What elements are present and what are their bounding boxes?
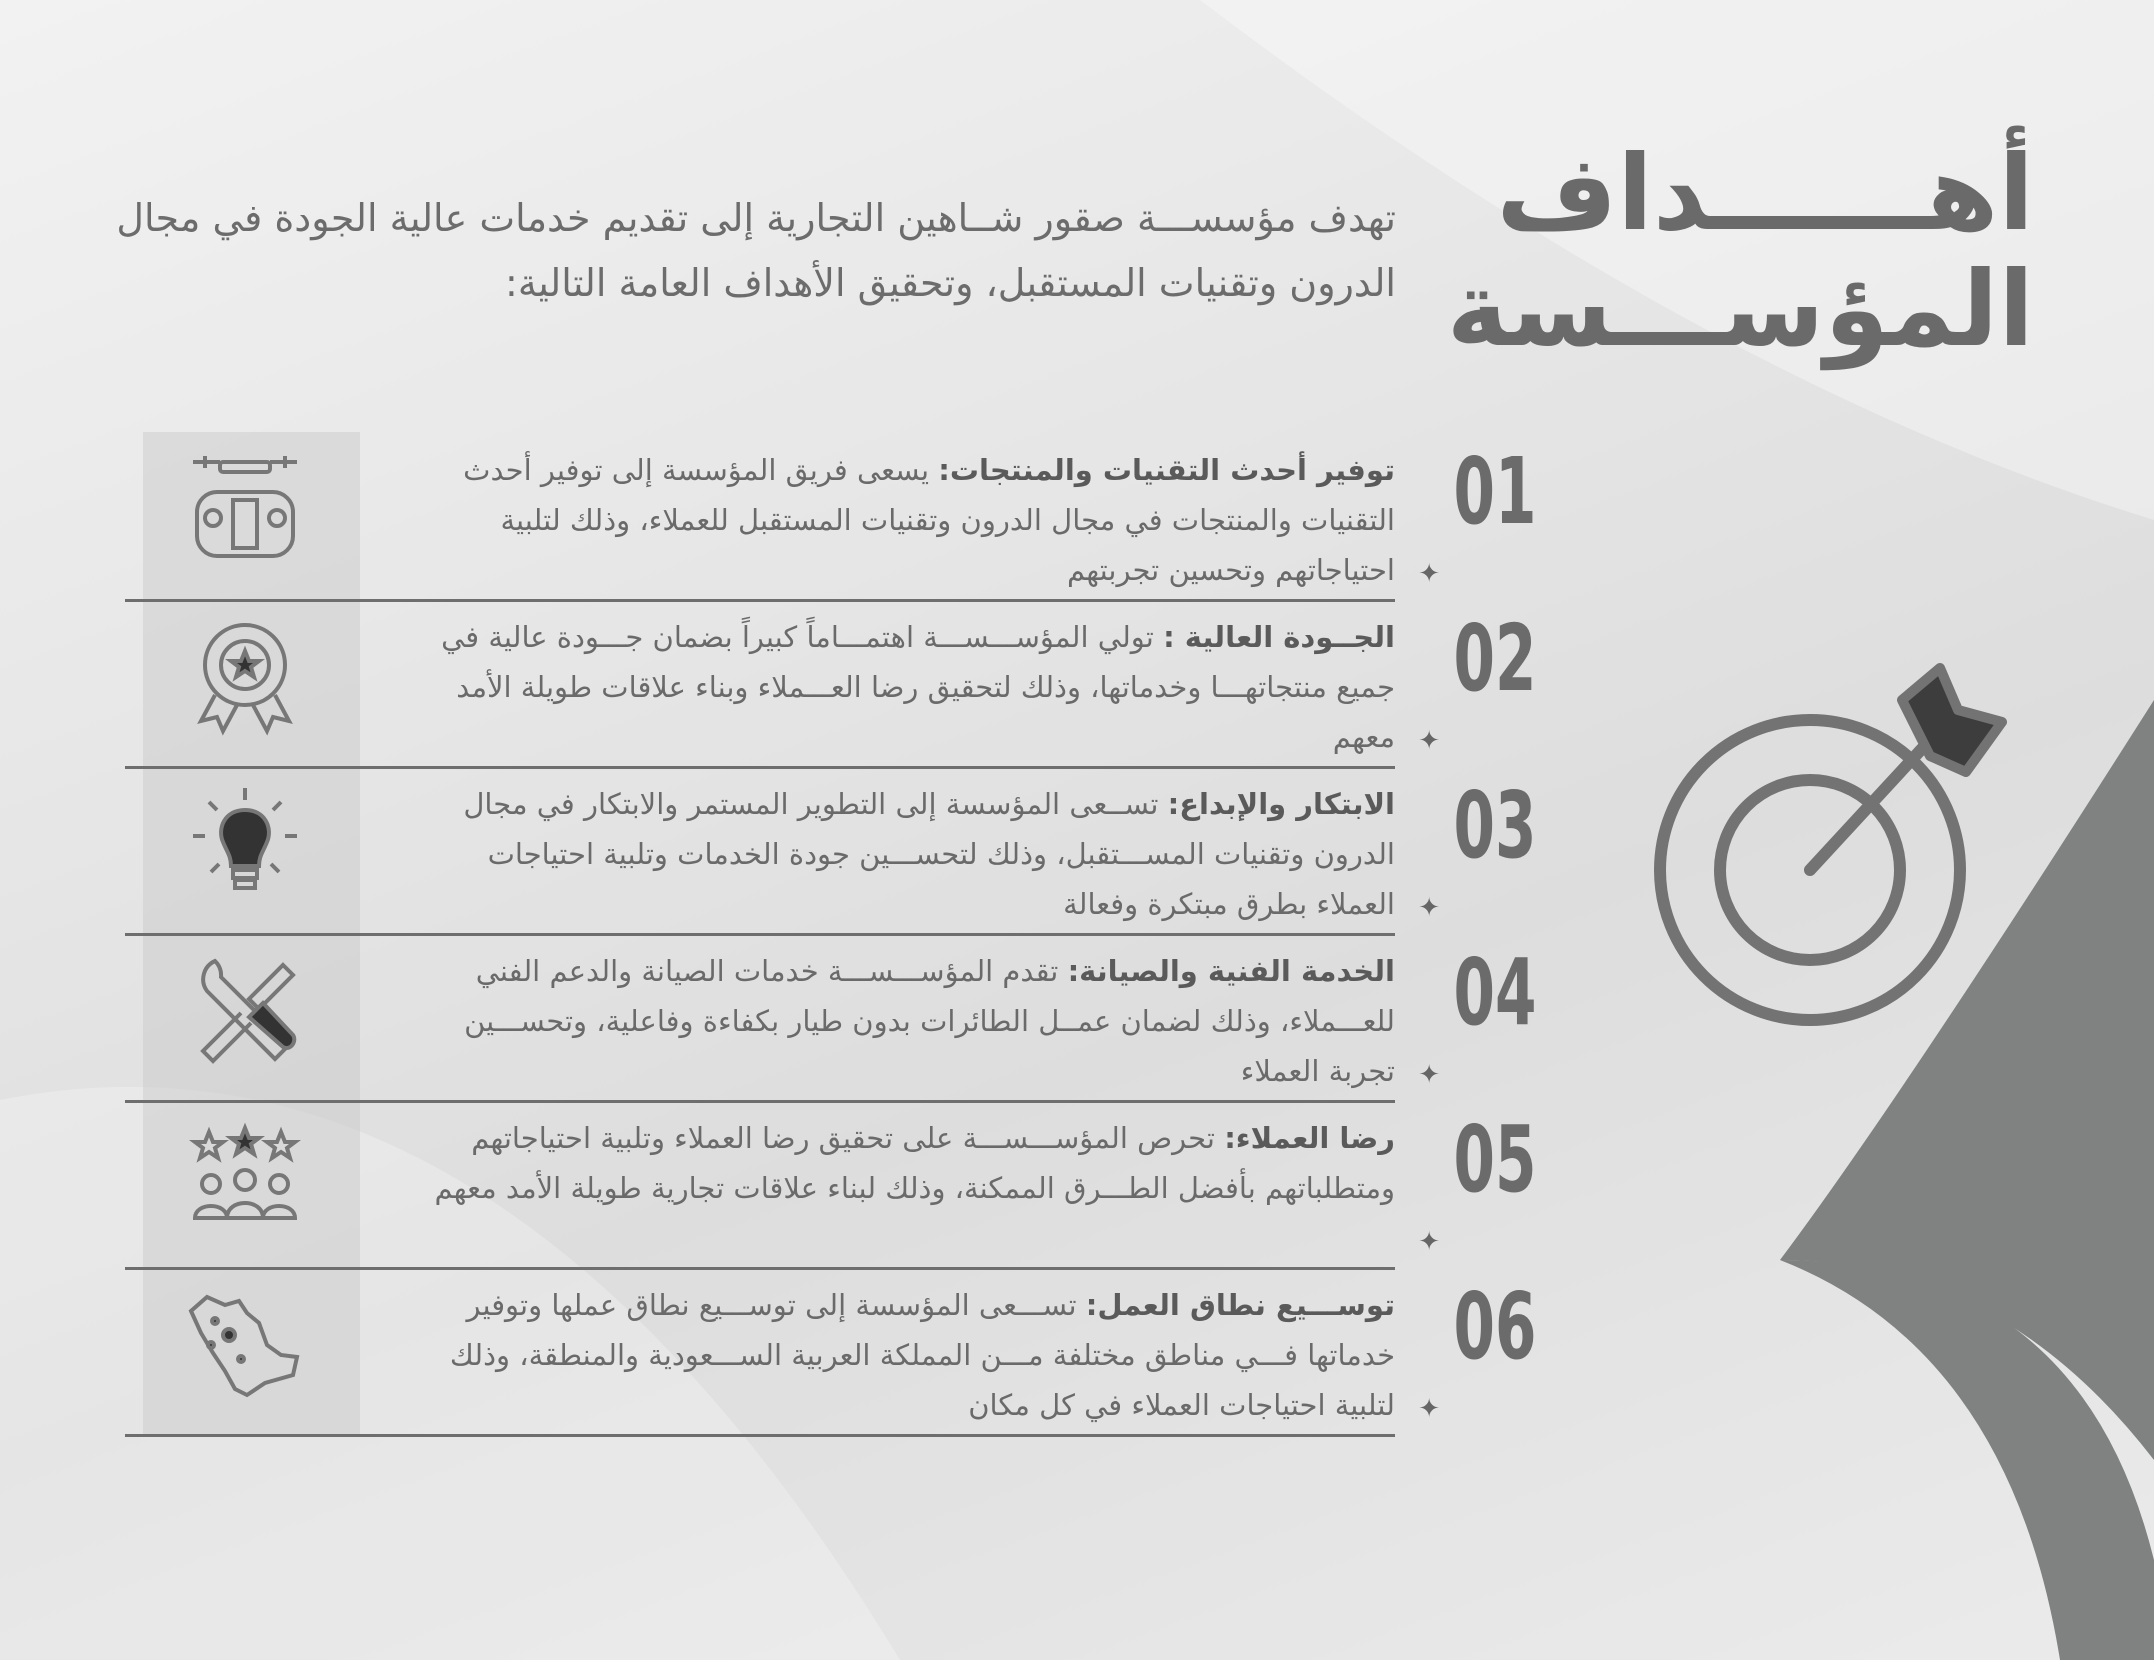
sparkle-icon: ✦ (1418, 1060, 1440, 1090)
goal-number: 05 (1453, 1106, 1537, 1213)
title-line-2: المؤســـسة (1446, 248, 2034, 371)
drone-controller-icon (185, 450, 305, 570)
goal-number: 03 (1453, 772, 1537, 879)
goal-text (410, 1281, 1395, 1431)
tools-icon (185, 951, 305, 1071)
target-arrow-icon (1640, 660, 2020, 1040)
page-title (1446, 132, 2034, 371)
goal-heading: الخدمة الفنية والصيانة: (1067, 954, 1395, 988)
goal-body: تســعى المؤسسة إلى التطوير المستمر والابتكار في مجال الدرون وتقنيات المســـتقبل، وذلك لتحســـين جودة الخدمات وتلبية احتياجات العملاء بطرق مبتكرة وفعالة (463, 787, 1395, 921)
goal-body: تســـعى المؤسسة إلى توســـيع نطاق عملها وتوفير خدماتها فـــي مناطق مختلفة مـــن المملكة العربية الســـعودية والمنطقة، وذلك لتلبية احتياجات العملاء في كل مكان (449, 1288, 1395, 1422)
customer-satisfaction-icon (185, 1118, 305, 1238)
quality-badge-icon (185, 617, 305, 737)
goal-row (125, 933, 1537, 1103)
goal-number: 02 (1453, 605, 1537, 712)
goal-row (125, 432, 1537, 602)
goal-body: يسعى فريق المؤسسة إلى توفير أحدث التقنيات والمنتجات في مجال الدرون وتقنيات المستقبل للعملاء، وذلك لتلبية احتياجاتهم وتحسين تجربتهم (463, 453, 1395, 587)
goal-text (410, 1114, 1395, 1214)
goal-row (125, 1100, 1537, 1270)
sparkle-icon: ✦ (1418, 1227, 1440, 1257)
goal-row (125, 599, 1537, 769)
goal-text (410, 947, 1395, 1097)
sparkle-icon: ✦ (1418, 1394, 1440, 1424)
goal-row (125, 1267, 1537, 1437)
goal-heading: رضا العملاء: (1224, 1121, 1395, 1155)
goal-heading: الابتكار والإبداع: (1167, 787, 1395, 821)
goal-text (410, 613, 1395, 763)
goal-number: 06 (1453, 1273, 1537, 1380)
title-line-1: أهــــــداف (1496, 132, 2034, 254)
goal-number: 04 (1453, 939, 1537, 1046)
sparkle-icon: ✦ (1418, 726, 1440, 756)
goal-heading: الجــودة العالية : (1163, 620, 1395, 654)
intro-paragraph: تهدف مؤسســـة صقور شــاهين التجارية إلى تقديم خدمات عالية الجودة في مجال الدرون وتقنيات المستقبل، وتحقيق الأهداف العامة التالية: (116, 196, 1396, 305)
goal-body: تقدم المؤســـســـة خدمات الصيانة والدعم الفني للعـــملاء، وذلك لضمان عمــل الطائرات بدون طيار بكفاءة وفاعلية، وتحســـين تجربة العملاء (464, 954, 1395, 1088)
sparkle-icon: ✦ (1418, 893, 1440, 923)
sparkle-icon: ✦ (1418, 559, 1440, 589)
saudi-map-icon (185, 1285, 305, 1405)
goal-row (125, 766, 1537, 936)
goal-number: 01 (1453, 438, 1537, 545)
goal-body: تحرص المؤســـســـة على تحقيق رضا العملاء وتلبية احتياجاتهم ومتطلباتهم بأفضل الطـــرق الممكنة، وذلك لبناء علاقات تجارية طويلة الأمد معهم (434, 1121, 1395, 1205)
goal-text (410, 780, 1395, 930)
goal-heading: توفير أحدث التقنيات والمنتجات: (938, 453, 1395, 487)
goal-text (410, 446, 1395, 596)
lightbulb-icon (185, 784, 305, 904)
goal-body: تولي المؤســـســـة اهتمـــاماً كبيراً بضمان جـــودة عالية في جميع منتجاتهـــا وخدماتها، وذلك لتحقيق رضا العـــملاء وبناء علاقات طويلة الأمد معهم (441, 620, 1395, 754)
goal-heading: توســـيع نطاق العمل: (1085, 1288, 1395, 1322)
